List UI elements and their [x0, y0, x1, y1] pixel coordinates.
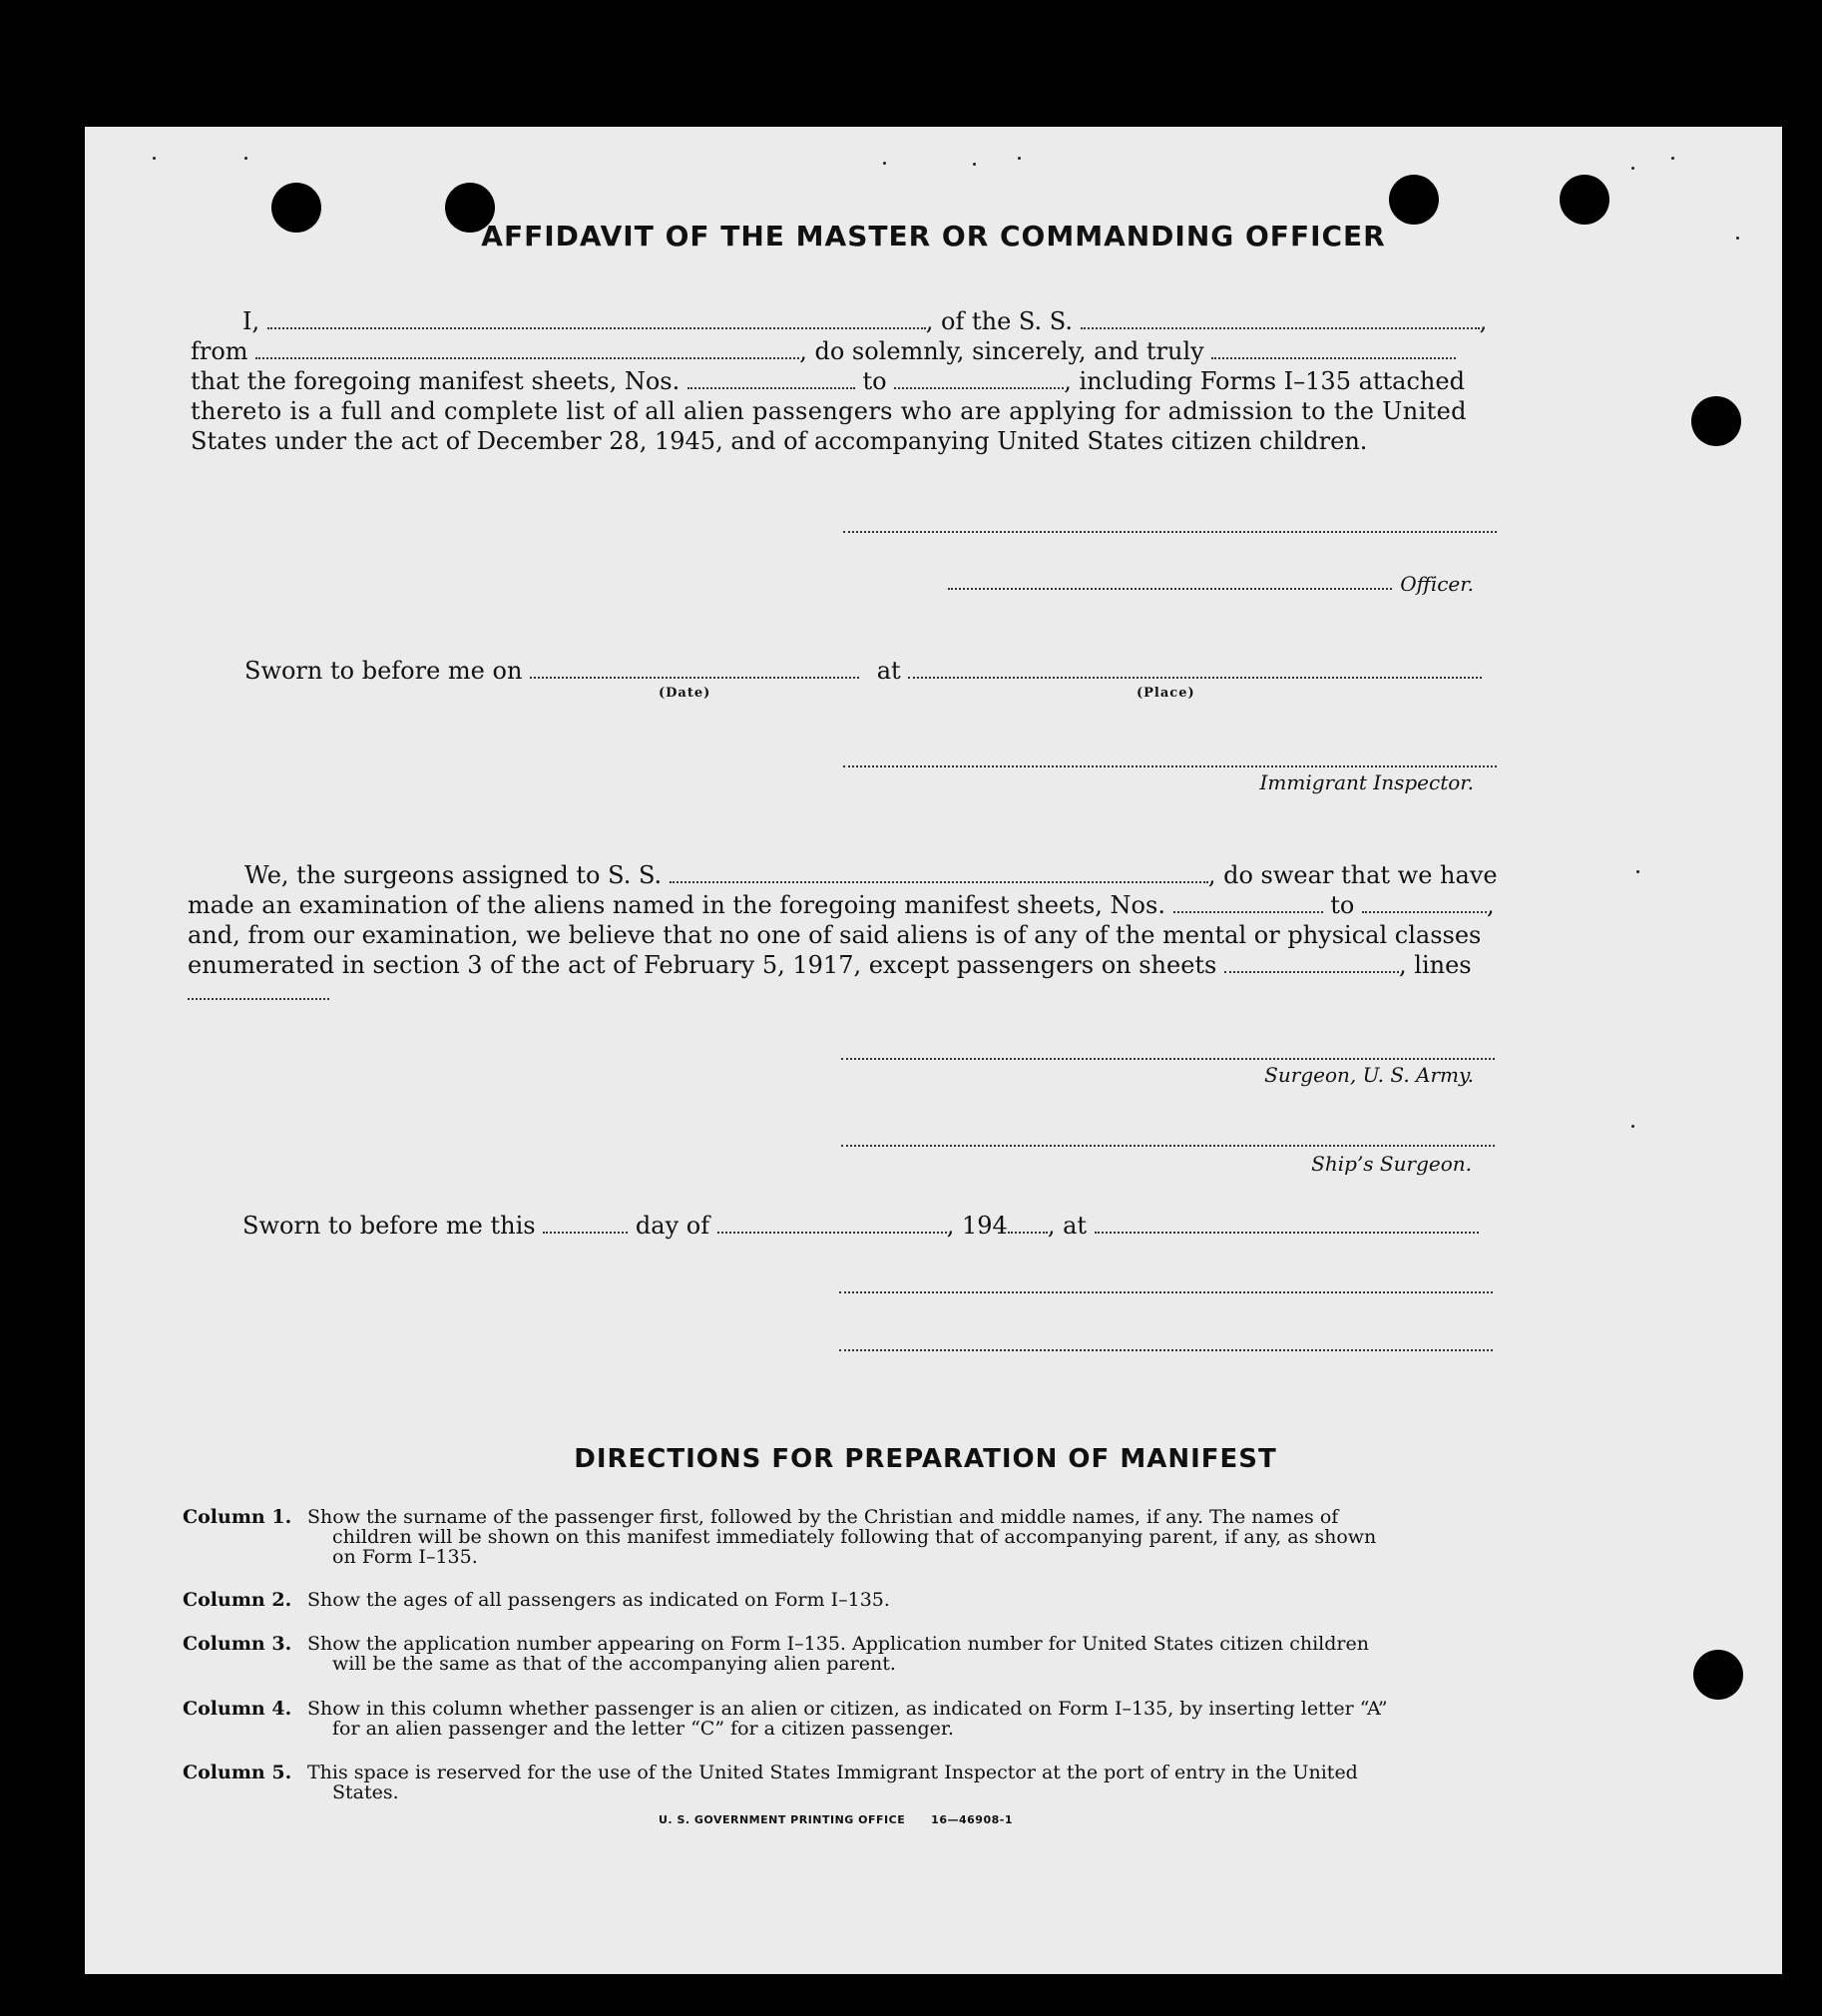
punch-hole	[1560, 175, 1609, 225]
ship-surgeon-signature-line[interactable]	[841, 1145, 1495, 1147]
punch-hole	[1389, 175, 1439, 225]
direction-text: This space is reserved for the use of the United States Immigrant Inspector at the port of entry in the United	[307, 1762, 1358, 1783]
directions-title: DIRECTIONS FOR PREPARATION OF MANIFEST	[574, 1444, 1277, 1474]
direction-column-5	[183, 1763, 1580, 1802]
column-label: Column 4.	[183, 1698, 292, 1720]
direction-column-4	[183, 1699, 1580, 1739]
army-surgeon-signature-line[interactable]	[841, 1058, 1495, 1060]
direction-text: Show the ages of all passengers as indicated on Form I–135.	[307, 1589, 890, 1611]
direction-text: States.	[332, 1781, 399, 1803]
speck	[1018, 157, 1021, 160]
army-surgeon-label: Surgeon, U. S. Army.	[1264, 1063, 1474, 1087]
speck	[153, 157, 156, 160]
speck	[883, 162, 886, 165]
column-label: Column 5.	[183, 1762, 292, 1783]
sworn-year-field[interactable]	[1008, 1214, 1048, 1234]
date-caption: (Date)	[659, 686, 711, 701]
direction-column-3	[183, 1634, 1580, 1674]
ship-field[interactable]	[1081, 309, 1480, 329]
speck	[973, 163, 976, 166]
except-sheets-field[interactable]	[1224, 953, 1399, 973]
sworn-month-field[interactable]	[717, 1214, 947, 1234]
sworn-line-1: Sworn to before me on at	[244, 656, 1482, 686]
affidavit-line-3: that the foregoing manifest sheets, Nos. to , including Forms I–135 attached	[191, 367, 1465, 395]
inspector-label: Immigrant Inspector.	[1259, 770, 1474, 794]
sheet-to-field[interactable]	[894, 369, 1064, 389]
sheet-from-field[interactable]	[687, 369, 855, 389]
officer-signature-line[interactable]	[948, 588, 1392, 590]
lines-field[interactable]	[188, 998, 329, 1000]
sworn-line-2: Sworn to before me this day of , 194 , at	[242, 1211, 1479, 1241]
surgeons-line-3: and, from our examination, we believe that no one of said aliens is of any of the mental or physical classes	[188, 921, 1482, 949]
sworn-signature-line-2[interactable]	[839, 1349, 1493, 1351]
speck	[1671, 157, 1674, 160]
speck	[1631, 1125, 1634, 1128]
speck	[1631, 167, 1634, 170]
column-label: Column 2.	[183, 1589, 292, 1611]
speck	[244, 157, 247, 160]
from-field[interactable]	[255, 339, 799, 359]
affidavit-line-5: States under the act of December 28, 1945, and of accompanying United States citizen children.	[191, 427, 1368, 455]
affidavit-line-2: from , do solemnly, sincerely, and truly	[191, 336, 1456, 366]
inspector-signature-line[interactable]	[843, 765, 1497, 767]
sworn-signature-line-1[interactable]	[839, 1291, 1493, 1293]
direction-text: on Form I–135.	[332, 1546, 478, 1568]
surgeons-ship-field[interactable]	[670, 863, 1208, 883]
direction-text: Show in this column whether passenger is an alien or citizen, as indicated on Form I–135, by inserting letter “A”	[307, 1698, 1388, 1720]
sworn-date-field[interactable]	[530, 659, 859, 679]
direction-text: for an alien passenger and the letter “C” for a citizen passenger.	[332, 1718, 954, 1740]
punch-hole	[1691, 396, 1741, 446]
manifest-page	[85, 127, 1782, 1974]
surgeons-line-2: made an examination of the aliens named in the foregoing manifest sheets, Nos. to ,	[188, 891, 1495, 919]
signature-line[interactable]	[843, 531, 1497, 533]
name-field[interactable]	[267, 309, 926, 329]
direction-column-1	[183, 1507, 1580, 1567]
surgeons-line-4: enumerated in section 3 of the act of February 5, 1917, except passengers on sheets , lines	[188, 951, 1472, 979]
direction-text: will be the same as that of the accompanying alien parent.	[332, 1653, 896, 1675]
punch-hole	[1693, 1650, 1743, 1700]
swear-field[interactable]	[1211, 339, 1456, 359]
column-label: Column 1.	[183, 1506, 292, 1528]
ship-surgeon-label: Ship’s Surgeon.	[1311, 1152, 1472, 1176]
sworn-place-field[interactable]	[908, 659, 1482, 679]
direction-column-2	[183, 1590, 1580, 1610]
officer-label: Officer.	[1400, 572, 1474, 596]
sworn-day-field[interactable]	[543, 1214, 628, 1234]
affidavit-line-4: thereto is a full and complete list of all alien passengers who are applying for admission to the United	[191, 397, 1467, 425]
place-caption: (Place)	[1137, 686, 1195, 701]
column-label: Column 3.	[183, 1633, 292, 1655]
surgeons-sheet-to-field[interactable]	[1362, 893, 1487, 913]
affidavit-title: AFFIDAVIT OF THE MASTER OR COMMANDING OFFICER	[481, 220, 1386, 252]
direction-text: Show the surname of the passenger first, followed by the Christian and middle names, if any. The names of	[307, 1506, 1339, 1528]
speck	[1636, 870, 1639, 873]
direction-text: children will be shown on this manifest immediately following that of accompanying parent, if any, as shown	[332, 1526, 1377, 1548]
surgeons-line-1: We, the surgeons assigned to S. S. , do swear that we have	[244, 861, 1498, 889]
sworn-at-field[interactable]	[1095, 1214, 1479, 1234]
printing-office-footer: U. S. GOVERNMENT PRINTING OFFICE 16—46908-1	[659, 1813, 1013, 1826]
surgeons-sheet-from-field[interactable]	[1173, 893, 1323, 913]
affidavit-line-1: I, , of the S. S. ,	[242, 307, 1488, 335]
direction-text: Show the application number appearing on Form I–135. Application number for United States citizen children	[307, 1633, 1369, 1655]
